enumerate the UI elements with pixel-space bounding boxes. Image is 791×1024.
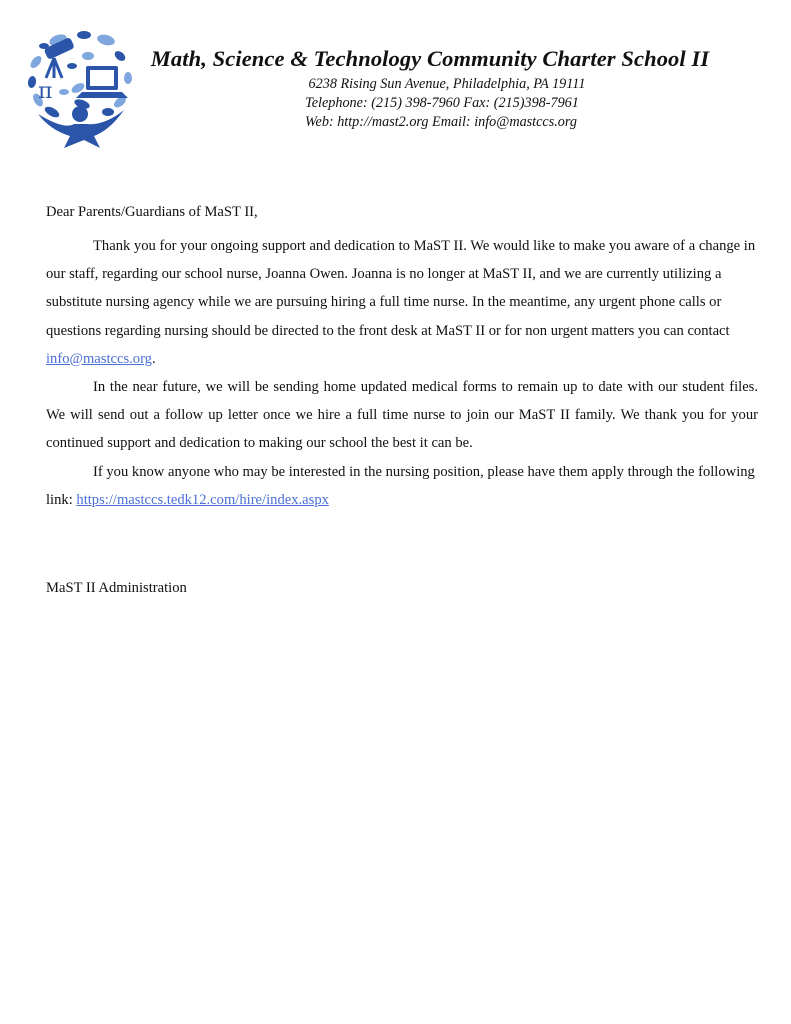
salutation: Dear Parents/Guardians of MaST II, [46,204,258,220]
school-phone-fax: Telephone: (215) 398-7960 Fax: (215)398-7961 [305,95,579,111]
paragraph-3-text: If you know anyone who may be interested in the nursing position, please have them apply through the following link: [46,463,755,508]
school-web-email: Web: http://mast2.org Email: info@mastccs.org [305,114,577,130]
signature: MaST II Administration [46,580,187,596]
hiring-link[interactable]: https://mastccs.tedk12.com/hire/index.aspx [76,491,329,508]
paragraph-1-end: . [151,350,156,367]
email-link[interactable]: info@mastccs.org [46,350,152,367]
svg-text:π: π [38,79,53,104]
letterhead [130,46,730,132]
paragraph-hiring [46,458,758,514]
paragraph-medical-forms: In the near future, we will be sending home updated medical forms to remain up to date with our student files. We will send out a follow up letter once we hire a full time nurse to join our MaST II family. We thank you for your continued support and dedication to making our school the best it can be. [46,379,758,452]
school-name: Math, Science & Technology Community Charter School II [150,46,710,71]
letter-body [46,202,758,514]
paragraph-1-text: Thank you for your ongoing support and dedication to MaST II. We would like to make you aware of a change in our staff, regarding our school nurse, Joanna Owen. Joanna is no longer at MaST II, and we are currently utilizing a substitute nursing agency while we are pursuing hiring a full time nurse. In the meantime, any urgent phone calls or questions regarding nursing should be directed to the front desk at MaST II or for non urgent matters you can contact [46,238,756,339]
school-logo-icon [24,26,136,148]
paragraph-staff-change [46,232,758,373]
school-address: 6238 Rising Sun Avenue, Philadelphia, PA 19111 [308,76,586,92]
